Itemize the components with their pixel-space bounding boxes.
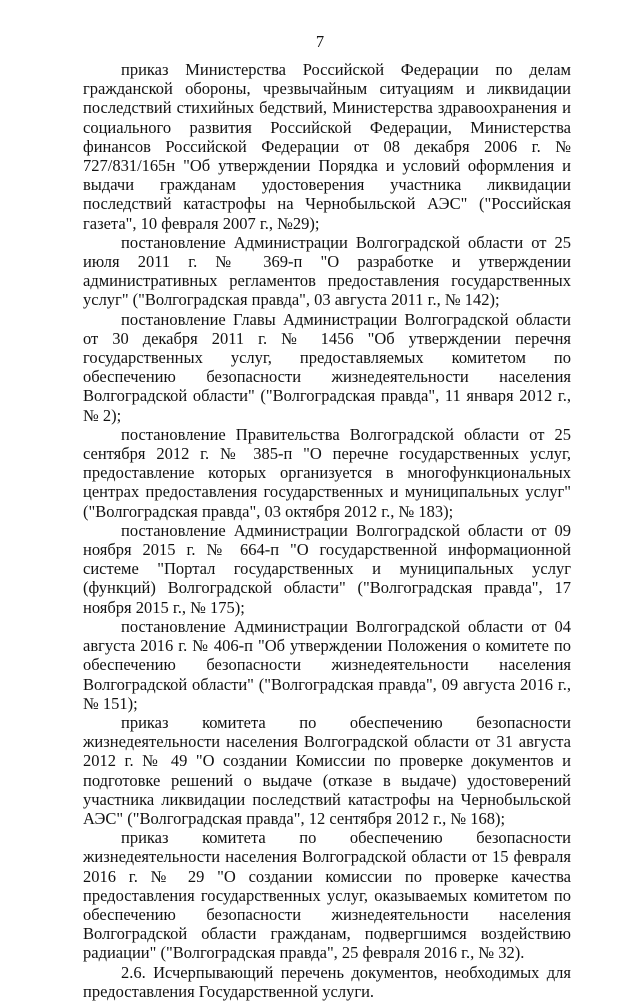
paragraph-resolution-664p: постановление Администрации Волгоградской области от 09 ноября 2015 г. № 664-п "О государственной информационной системе "Портал государственных и муниципальных услуг (функций) Волгоградской области" ("Волгоградская правда", 17 ноября 2015 г., № 175);	[83, 520, 571, 617]
document-body	[83, 60, 571, 1001]
paragraph-order-29: приказ комитета по обеспечению безопасности жизнедеятельности населения Волгоградской области от 15 февраля 2016 г. № 29 "О создании комиссии по проверке качества предоставления государственных услуг, оказываемых комитетом по обеспечению безопасности жизнедеятельности населения Волгоградской области гражданам, подвергшимся воздействию радиации" ("Волгоградская правда", 25 февраля 2016 г., № 32).	[83, 828, 571, 963]
paragraph-resolution-385p: постановление Правительства Волгоградской области от 25 сентября 2012 г. № 385-п "О перечне государственных услуг, предоставление которых организуется в многофункциональных центрах предоставления государственных и муниципальных услуг" ("Волгоградская правда", 03 октября 2012 г., № 183);	[83, 424, 571, 521]
page-number: 7	[315, 32, 325, 51]
paragraph-resolution-369p: постановление Администрации Волгоградской области от 25 июля 2011 г. № 369-п "О разработке и утверждении административных регламентов предоставления государственных услуг" ("Волгоградская правда", 03 августа 2011 г., № 142);	[83, 232, 571, 310]
paragraph-order-chernobyl-certificate: приказ Министерства Российской Федерации по делам гражданской обороны, чрезвычайным ситуациям и ликвидации последствий стихийных бедствий, Министерства здравоохранения и социального развития Российской Федерации, Министерства финансов Российской Федерации от 08 декабря 2006 г. № 727/831/165н "Об утверждении Порядка и условий оформления и выдачи гражданам удостоверения участника ликвидации последствий катастрофы на Чернобыльской АЭС" ("Российская газета", 10 февраля 2007 г., №29);	[83, 60, 571, 233]
paragraph-resolution-406p: постановление Администрации Волгоградской области от 04 августа 2016 г. № 406-п "Об утверждении Положения о комитете по обеспечению безопасности жизнедеятельности населения Волгоградской области" ("Волгоградская правда", 09 августа 2016 г., № 151);	[83, 616, 571, 713]
paragraph-resolution-1456: постановление Главы Администрации Волгоградской области от 30 декабря 2011 г. № 1456 "Об утверждении перечня государственных услуг, предоставляемых комитетом по обеспечению безопасности жизнедеятельности населения Волгоградской области" ("Волгоградская правда", 11 января 2012 г., № 2);	[83, 309, 571, 425]
paragraph-order-49: приказ комитета по обеспечению безопасности жизнедеятельности населения Волгоградской области от 31 августа 2012 г. № 49 "О создании Комиссии по проверке документов и подготовке решений о выдаче (отказе в выдаче) удостоверений участника ликвидации последствий катастрофы на Чернобыльской АЭС" ("Волгоградская правда", 12 сентября 2012 г., № 168);	[83, 712, 571, 828]
paragraph-section-2-6: 2.6. Исчерпывающий перечень документов, необходимых для предоставления Государственной услуги.	[83, 962, 571, 1001]
